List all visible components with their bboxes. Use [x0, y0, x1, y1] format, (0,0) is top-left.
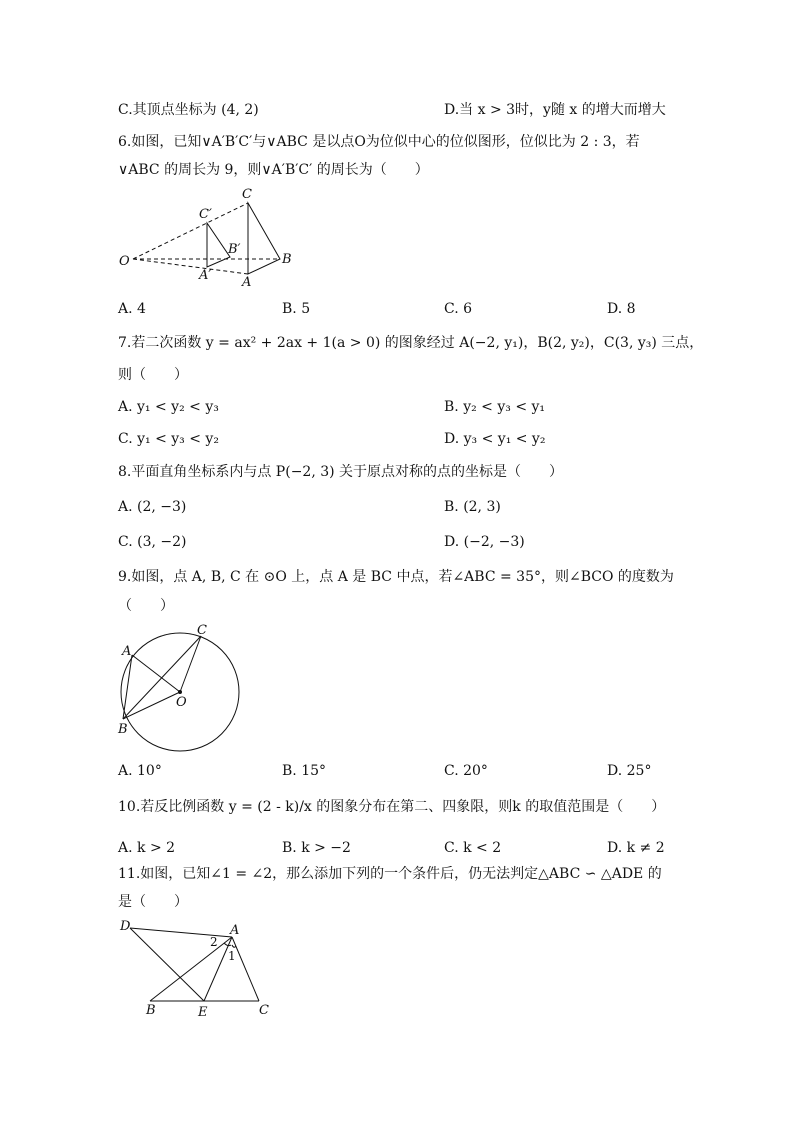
q8-option-d: D. (−2, −3)	[444, 534, 525, 550]
q6-stem-line1: 6.如图，已知∨A′B′C′与∨ABC 是以点O为位似中心的位似图形，位似比为 2 : 3，若	[118, 134, 640, 150]
center-point	[178, 690, 182, 694]
q9-option-d: D. 25°	[607, 763, 652, 779]
q8-stem: 8.平面直角坐标系内与点 P(−2, 3) 关于原点对称的点的坐标是（ ）	[118, 464, 564, 480]
q10-option-d: D. k ≠ 2	[607, 840, 665, 856]
q9-option-b: B. 15°	[282, 763, 327, 779]
figure-q6-homothety	[115, 185, 315, 295]
q9-option-a: A. 10°	[118, 763, 162, 779]
label-A: A	[122, 644, 132, 659]
q11-stem-line1: 11.如图，已知∠1 = ∠2，那么添加下列的一个条件后，仍无法判定△ABC ∽ △ADE 的	[118, 866, 662, 882]
q8-option-b: B. (2, 3)	[444, 499, 501, 515]
label-2: 2	[210, 935, 218, 949]
q9-option-c: C. 20°	[444, 763, 488, 779]
q8-option-a: A. (2, −3)	[118, 499, 187, 515]
label-O: O	[119, 254, 130, 269]
q7-stem-line1: 7.若二次函数 y = ax² + 2ax + 1(a > 0) 的图象经过 A(−2, y₁)，B(2, y₂)，C(3, y₃) 三点，	[118, 335, 704, 351]
q6-option-b: B. 5	[282, 301, 311, 317]
q6-stem-line2: ∨ABC 的周长为 9，则∨A′B′C′ 的周长为（ ）	[118, 162, 429, 178]
figure-q9-circle	[112, 622, 252, 757]
label-C: C	[242, 187, 252, 202]
q9-stem-line1: 9.如图，点 A, B, C 在 ⊙O 上，点 A 是 BC 中点，若∠ABC = 35°，则∠BCO 的度数为	[118, 569, 674, 585]
q7-option-c: C. y₁ < y₃ < y₂	[118, 431, 219, 447]
label-B: B	[146, 1003, 156, 1018]
label-C: C	[259, 1003, 269, 1018]
label-A: A	[230, 923, 240, 938]
q7-stem-line2: 则（ ）	[118, 367, 188, 383]
q6-option-d: D. 8	[607, 301, 636, 317]
q5-option-d: D.当 x > 3时，y随 x 的增大而增大	[444, 102, 666, 118]
label-B: B	[118, 722, 128, 737]
q6-option-c: C. 6	[444, 301, 473, 317]
q10-option-c: C. k < 2	[444, 840, 502, 856]
label-D: D	[120, 919, 131, 934]
q10-option-a: A. k > 2	[118, 840, 176, 856]
label-A: A	[242, 275, 252, 290]
q9-stem-line2: （ ）	[118, 598, 174, 614]
q10-option-b: B. k > −2	[282, 840, 351, 856]
q7-option-b: B. y₂ < y₃ < y₁	[444, 399, 546, 415]
label-C-prime: C′	[199, 207, 212, 222]
q7-option-a: A. y₁ < y₂ < y₃	[118, 399, 219, 415]
label-C: C	[197, 623, 207, 638]
figure-q11-triangles	[112, 915, 282, 1020]
label-O: O	[176, 695, 187, 710]
q11-stem-line2: 是（ ）	[118, 894, 188, 910]
q7-option-d: D. y₃ < y₁ < y₂	[444, 431, 546, 447]
q5-option-c: C.其顶点坐标为 (4, 2)	[118, 102, 259, 118]
label-E: E	[198, 1005, 208, 1020]
label-B-prime: B′	[228, 242, 241, 257]
q8-option-c: C. (3, −2)	[118, 534, 187, 550]
q10-stem: 10.若反比例函数 y = (2 - k)/x 的图象分布在第二、四象限，则k 的取值范围是（ ）	[118, 799, 666, 815]
q6-option-a: A. 4	[118, 301, 146, 317]
label-1: 1	[228, 949, 236, 963]
label-A-prime: A′	[199, 268, 212, 283]
label-B: B	[282, 252, 292, 267]
